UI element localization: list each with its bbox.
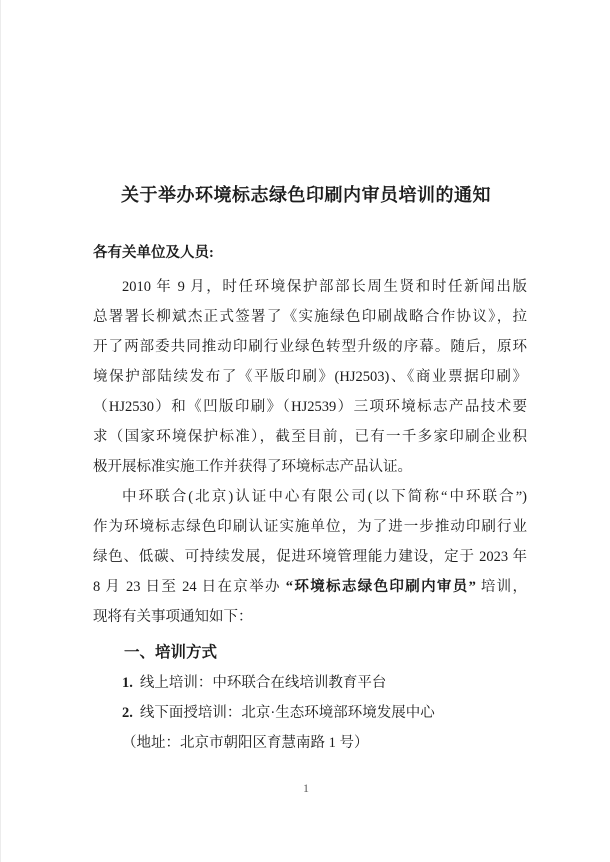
- paragraph-line: [93, 572, 527, 602]
- list-item-number: 1.: [122, 675, 133, 691]
- list-item-text: 线上培训：中环联合在线培训教育平台: [139, 675, 387, 691]
- list-item-number: 2.: [122, 705, 133, 721]
- paragraph-line: 总署署长柳斌杰正式签署了《实施绿色印刷战略合作协议》，拉: [93, 309, 527, 325]
- paragraph-line: 作为环境标志绿色印刷认证实施单位，为了进一步推动印刷行业: [93, 519, 527, 535]
- document-title: 关于举办环境标志绿色印刷内审员培训的通知: [121, 185, 491, 205]
- paragraph-line: 2010 年 9 月，时任环境保护部部长周生贤和时任新闻出版: [122, 279, 527, 295]
- list-item-online-training: [93, 668, 527, 698]
- section-heading-training-method: 一、培训方式: [124, 644, 218, 661]
- list-item-address: （地址：北京市朝阳区育慧南路 1 号）: [122, 735, 369, 751]
- paragraph-2: [93, 482, 527, 632]
- salutation: 各有关单位及人员:: [93, 245, 214, 261]
- paragraph-line: 开了两部委共同推动印刷行业绿色转型升级的序幕。随后，原环: [93, 339, 527, 355]
- paragraph-line: 境保护部陆续发布了《平版印刷》(HJ2503)、《商业票据印刷》: [93, 369, 527, 385]
- page-number: 1: [303, 781, 309, 795]
- paragraph-line: 绿色、低碳、可持续发展，促进环境管理能力建设，定于 2023 年: [93, 549, 527, 565]
- bold-text-run: “环境标志绿色印刷内审员”: [285, 579, 476, 595]
- paragraph-line: 极开展标准实施工作并获得了环境标志产品认证。: [93, 459, 412, 475]
- text-run: 培训，: [475, 579, 528, 595]
- document-body: [93, 238, 527, 758]
- paragraph-1: [93, 272, 527, 482]
- list-item-offline-training: [93, 698, 527, 728]
- paragraph-line: 中环联合(北京)认证中心有限公司(以下简称“中环联合”): [122, 489, 527, 505]
- text-run: 8 月 23 日至 24 日在京举办: [93, 579, 286, 595]
- paragraph-line: 现将有关事项通知如下：: [93, 609, 253, 625]
- paragraph-line: （HJ2530）和《凹版印刷》（HJ2539）三项环境标志产品技术要: [93, 399, 527, 415]
- list-item-text: 线下面授培训：北京·生态环境部环境发展中心: [139, 705, 435, 721]
- paragraph-line: 求（国家环境保护标准），截至目前，已有一千多家印刷企业积: [93, 429, 527, 445]
